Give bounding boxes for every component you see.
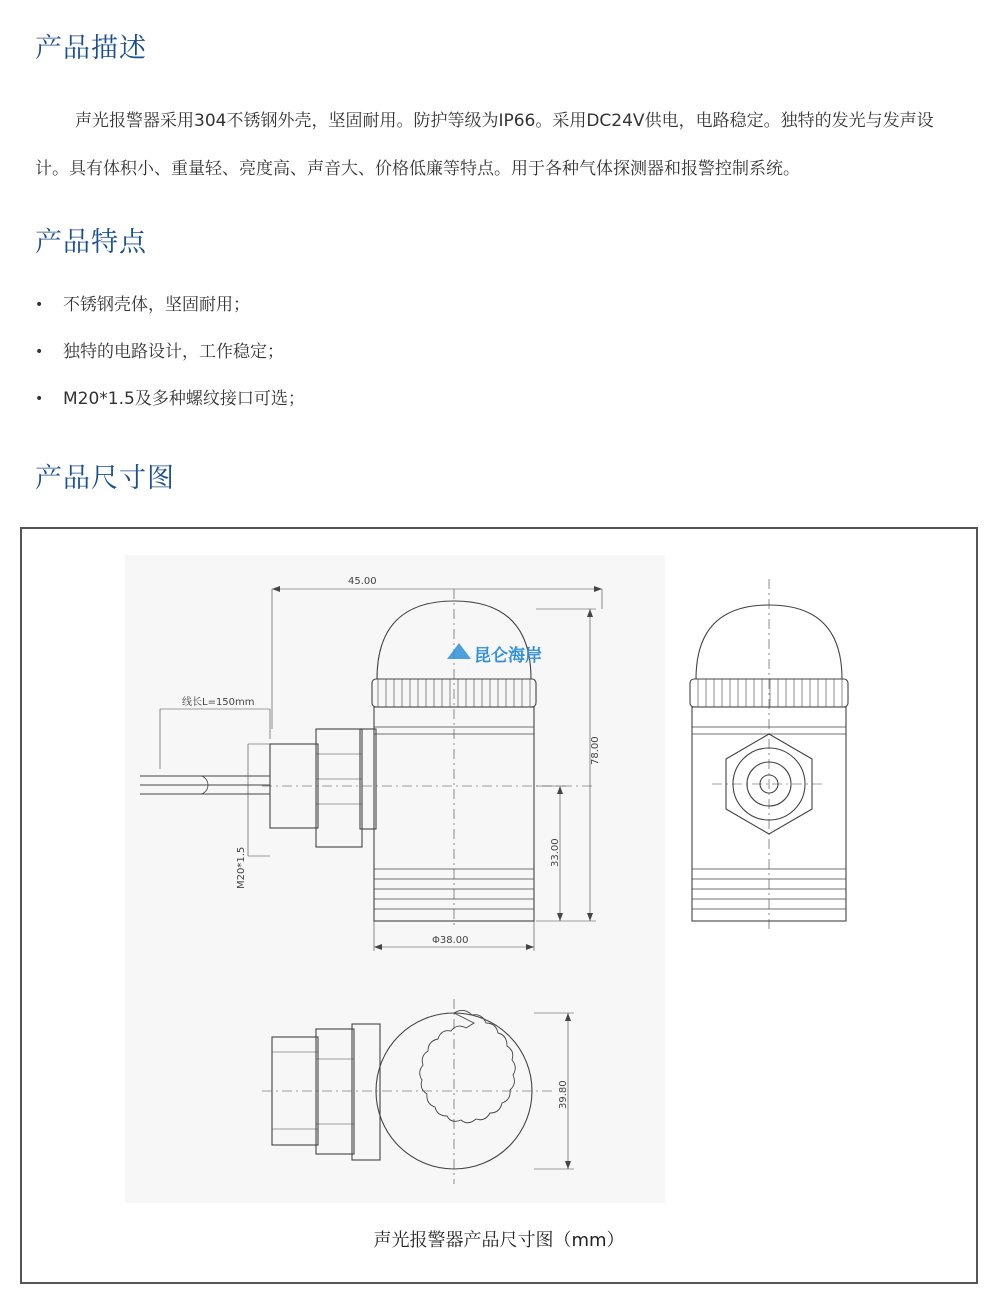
dimension-drawing-frame — [20, 527, 978, 1284]
dim-label-width: 45.00 — [348, 576, 377, 587]
feature-item — [35, 376, 305, 423]
dim-label-mid-height: 33.00 — [550, 838, 561, 867]
front-view — [140, 589, 602, 951]
drawing-caption: 声光报警器产品尺寸图（mm） — [373, 1230, 625, 1251]
logo-text: 昆仑海岸 — [474, 646, 542, 666]
section-title-description: 产品描述 — [35, 33, 147, 64]
feature-item — [35, 329, 305, 376]
feature-text: 不锈钢壳体，坚固耐用； — [63, 295, 250, 315]
section-title-dimensions: 产品尺寸图 — [35, 463, 175, 494]
dim-label-cable: 线长L=150mm — [182, 697, 255, 708]
top-view — [262, 999, 574, 1184]
bullet-icon: • — [35, 297, 44, 313]
dim-label-bottom-width: 39.80 — [558, 1080, 569, 1109]
side-view — [690, 579, 848, 929]
dim-label-thread: M20*1.5 — [236, 846, 247, 889]
section-title-features: 产品特点 — [35, 227, 147, 258]
product-description: 声光报警器采用304不锈钢外壳，坚固耐用。防护等级为IP66。采用DC24V供电，电路稳定。独特的发光与发声设计。具有体积小、重量轻、亮度高、声音大、价格低廉等特点。用于各种气体探测器和报警控制系统。 — [35, 111, 934, 179]
feature-text: 独特的电路设计，工作稳定； — [63, 342, 284, 362]
feature-item — [35, 282, 305, 329]
dim-label-height: 78.00 — [590, 736, 601, 765]
logo-mark-icon — [447, 643, 471, 659]
bullet-icon: • — [35, 344, 44, 360]
dimension-drawing — [22, 529, 976, 1282]
feature-list — [35, 282, 305, 423]
bullet-icon: • — [35, 391, 44, 407]
feature-text: M20*1.5及多种螺纹接口可选； — [63, 389, 305, 409]
brand-logo — [447, 643, 542, 666]
dim-label-diameter: Φ38.00 — [432, 935, 469, 946]
